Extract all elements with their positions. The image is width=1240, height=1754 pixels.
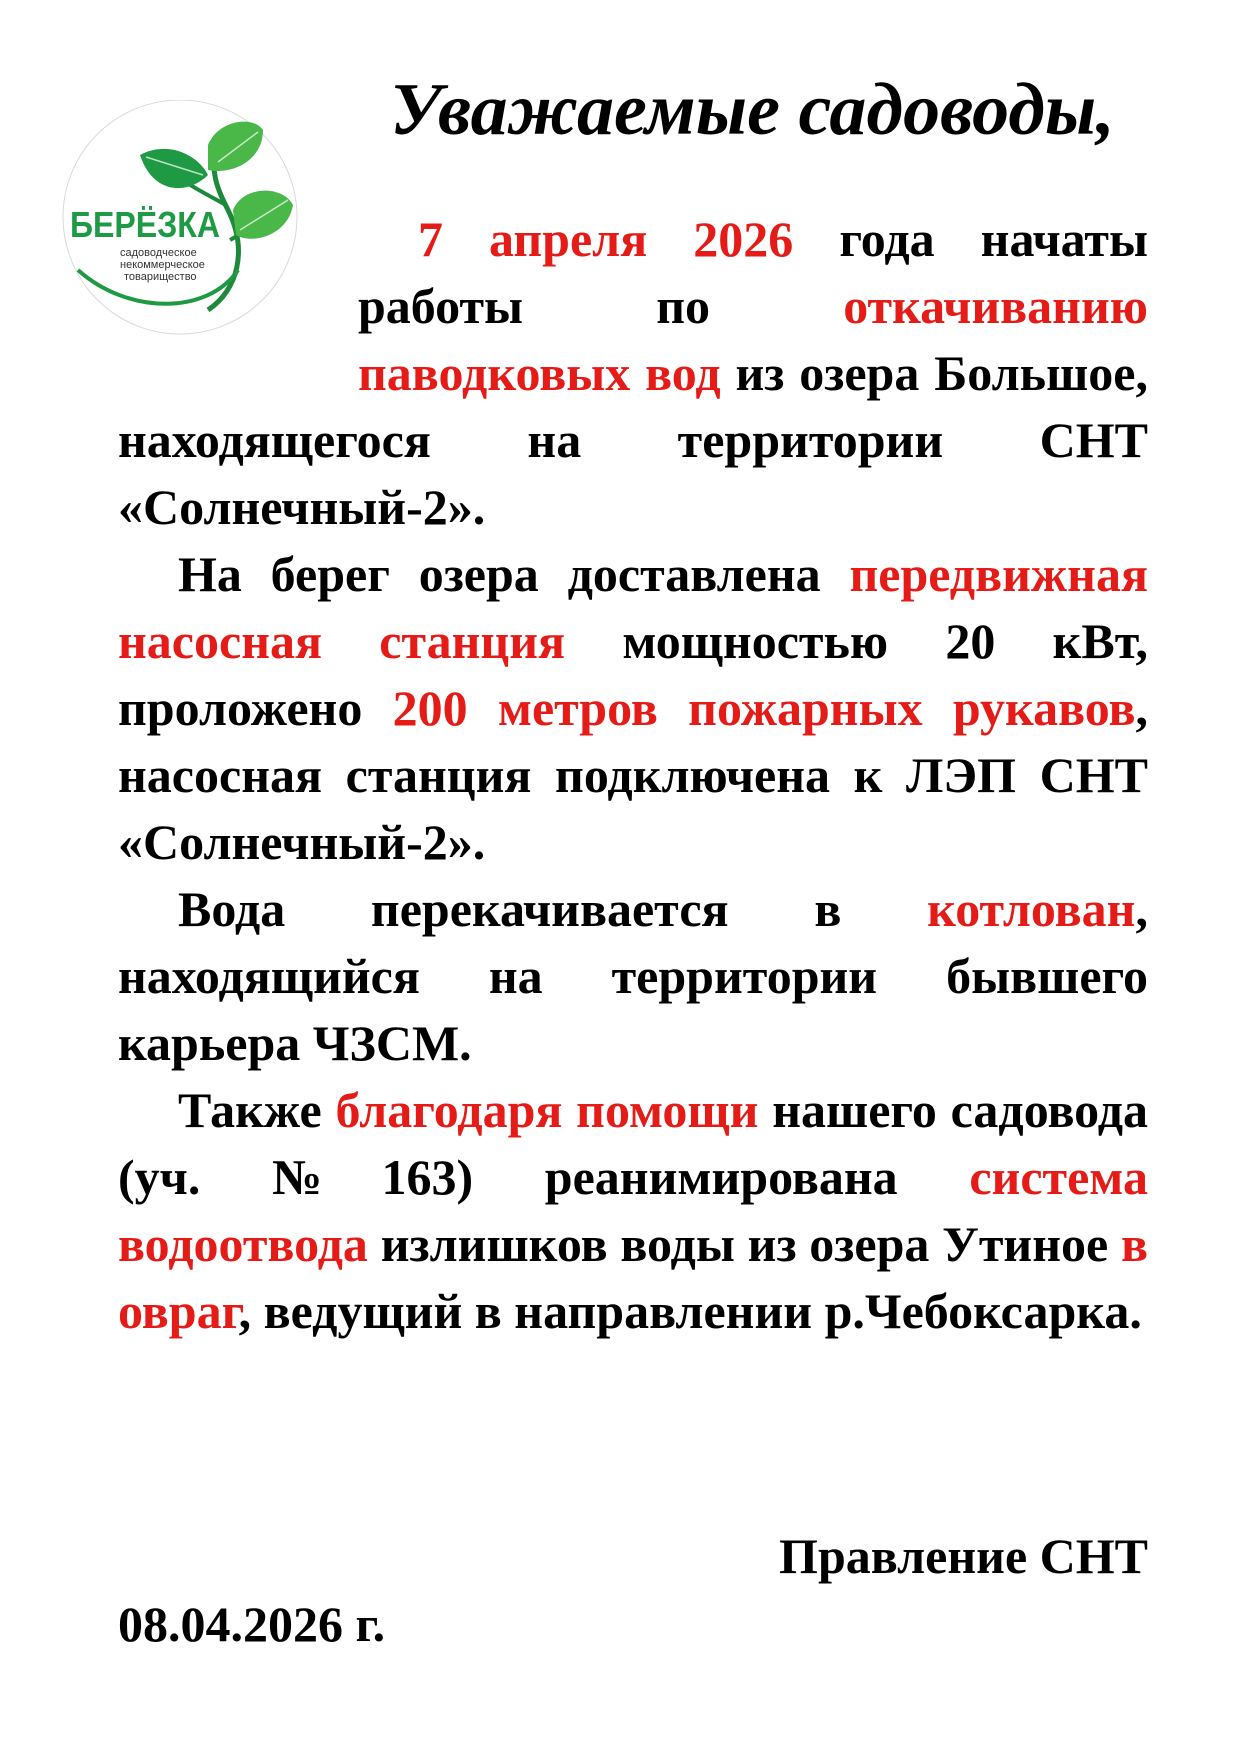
paragraph [118, 1077, 1148, 1345]
text-segment: , насосная станция подключена к ЛЭП СНТ «Солнечный-2». [118, 680, 1148, 870]
text-segment: , ведущий в направлении р.Чебоксарка. [238, 1283, 1142, 1339]
highlighted-text: система водоотвода [118, 1149, 1148, 1272]
logo-subtitle-3: товарищество [124, 271, 197, 283]
highlighted-text: 200 метров пожарных рукавов [392, 680, 1136, 736]
paragraph [118, 876, 1148, 1077]
text-segment: Также [178, 1082, 336, 1138]
highlighted-text: 7 апреля 2026 [418, 211, 794, 267]
text-segment: года начаты работы по [358, 211, 1148, 334]
text-segment: мощностью 20 кВт, проложено [118, 613, 1148, 736]
salutation-heading: Уважаемые садоводы, [390, 69, 1115, 151]
logo-subtitle-1: садоводческое [120, 247, 197, 259]
paragraph [118, 541, 1148, 876]
logo-brand: БЕРЁЗКА [70, 204, 220, 245]
announcement-body [118, 206, 1148, 1345]
text-segment: из озера Большое, находящегося на территории СНТ «Солнечный-2». [118, 345, 1148, 535]
highlighted-text: передвижная насосная станция [118, 546, 1148, 669]
logo-float-space [118, 206, 358, 401]
text-segment: , находящийся на территории бывшего карьера ЧЗСМ. [118, 881, 1148, 1071]
paragraph [118, 206, 1148, 541]
signature: Правление СНТ [779, 1528, 1148, 1584]
highlighted-text: откачиванию паводковых вод [358, 278, 1148, 401]
highlighted-text: котлован [927, 881, 1136, 937]
logo-subtitle-2: некоммерческое [120, 259, 205, 271]
text-segment: излишков воды из озера Утиное [367, 1216, 1121, 1272]
text-segment: Вода перекачивается в [178, 881, 928, 937]
highlighted-text: в овраг [118, 1216, 1148, 1339]
announcement-date: 08.04.2026 г. [118, 1596, 386, 1652]
text-segment: нашего садовода (уч. №163) реанимирована [118, 1082, 1148, 1205]
highlighted-text: благодаря помощи [335, 1082, 759, 1138]
text-segment: На берег озера доставлена [178, 546, 850, 602]
